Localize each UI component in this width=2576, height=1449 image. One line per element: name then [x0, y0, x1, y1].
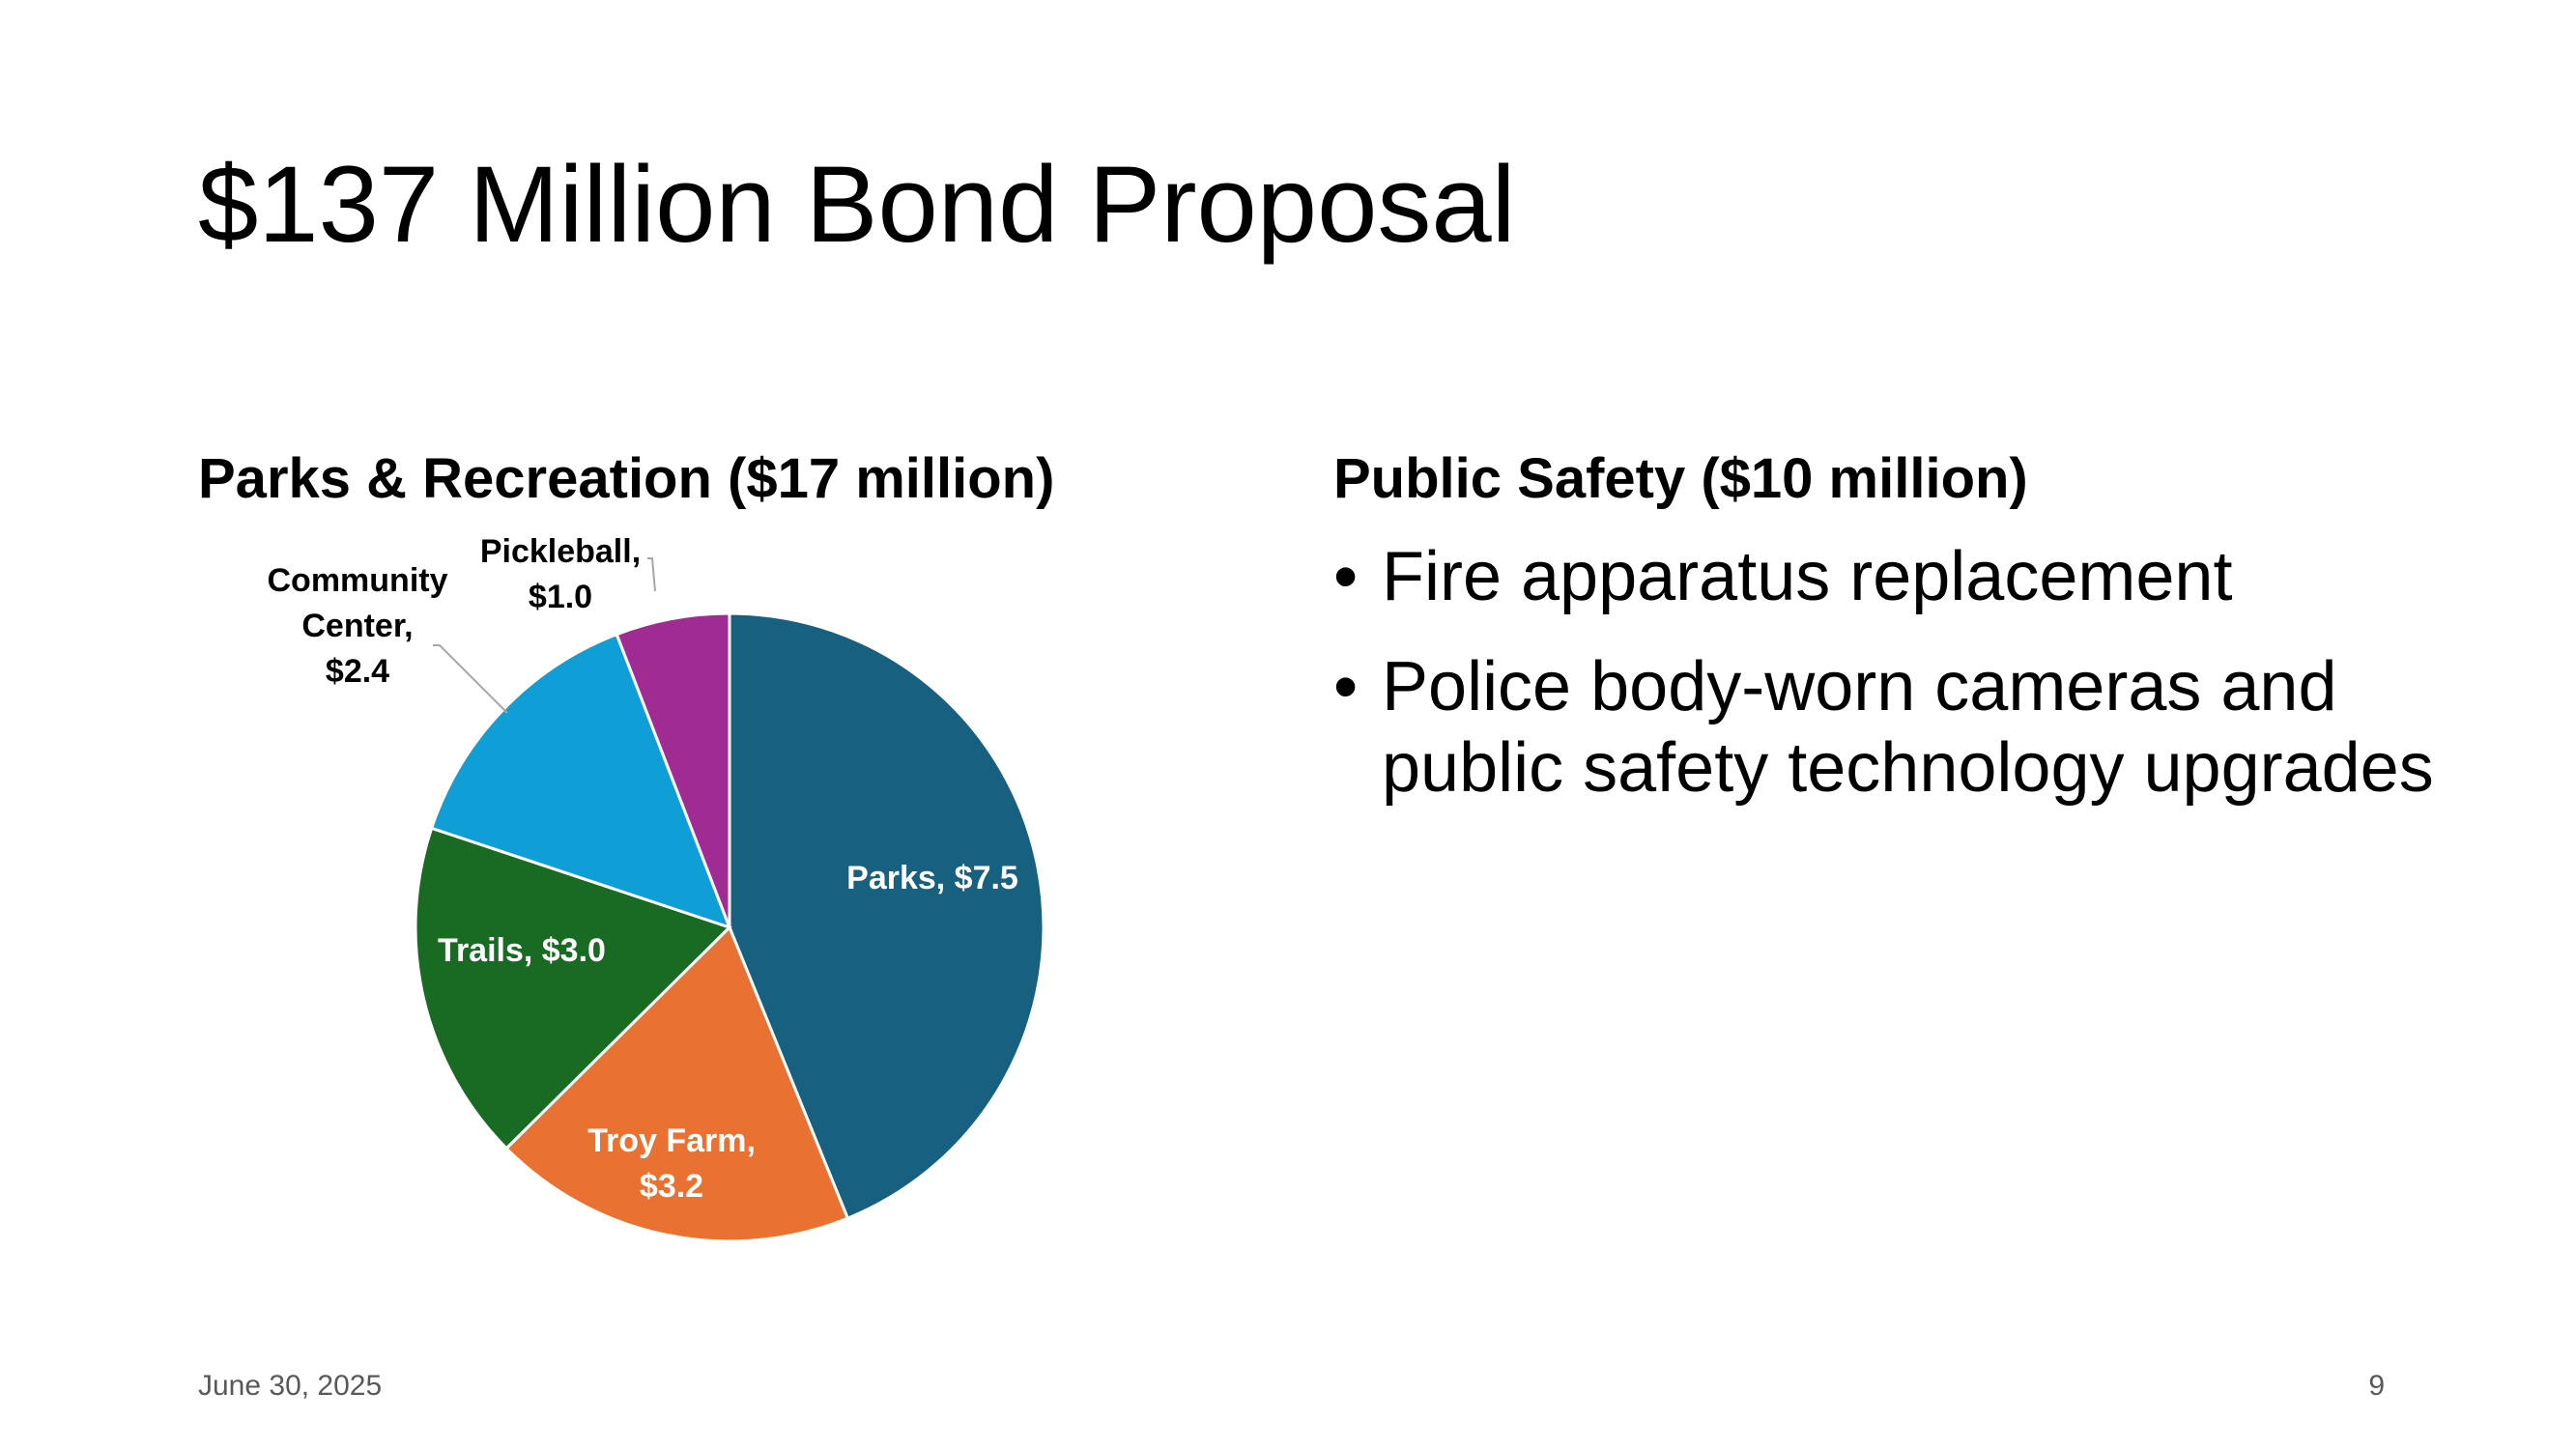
bullet-text: Fire apparatus replacement — [1382, 538, 2233, 615]
leader-line-community-center — [433, 645, 507, 713]
data-label-troy-farm: Troy Farm, $3.2 — [587, 1122, 756, 1205]
footer-date: June 30, 2025 — [198, 1370, 383, 1402]
data-label-pickleball: Pickleball, $1.0 — [479, 533, 642, 615]
bullet-item-fire-apparatus — [1333, 536, 2474, 617]
pie-chart-svg — [198, 533, 1164, 1275]
leader-line-pickleball — [647, 558, 655, 591]
bullet-dot: • — [1333, 648, 1359, 725]
footer-page-number: 9 — [2368, 1370, 2385, 1402]
data-label-trails: Trails, $3.0 — [438, 932, 606, 969]
parks-recreation-heading: Parks & Recreation ($17 million) — [198, 447, 1055, 510]
parks-pie-chart — [198, 533, 1164, 1275]
bullet-text: Police body-worn cameras and public safety technology upgrades — [1382, 648, 2434, 807]
public-safety-heading: Public Safety ($10 million) — [1333, 447, 2028, 510]
slide-title: $137 Million Bond Proposal — [198, 144, 1516, 265]
bullet-item-police-cameras — [1333, 646, 2474, 809]
data-label-parks: Parks, $7.5 — [846, 860, 1018, 896]
data-label-community-center: Community Center, $2.4 — [267, 562, 448, 690]
bullet-dot: • — [1333, 538, 1359, 615]
public-safety-bullet-list — [1333, 536, 2474, 838]
